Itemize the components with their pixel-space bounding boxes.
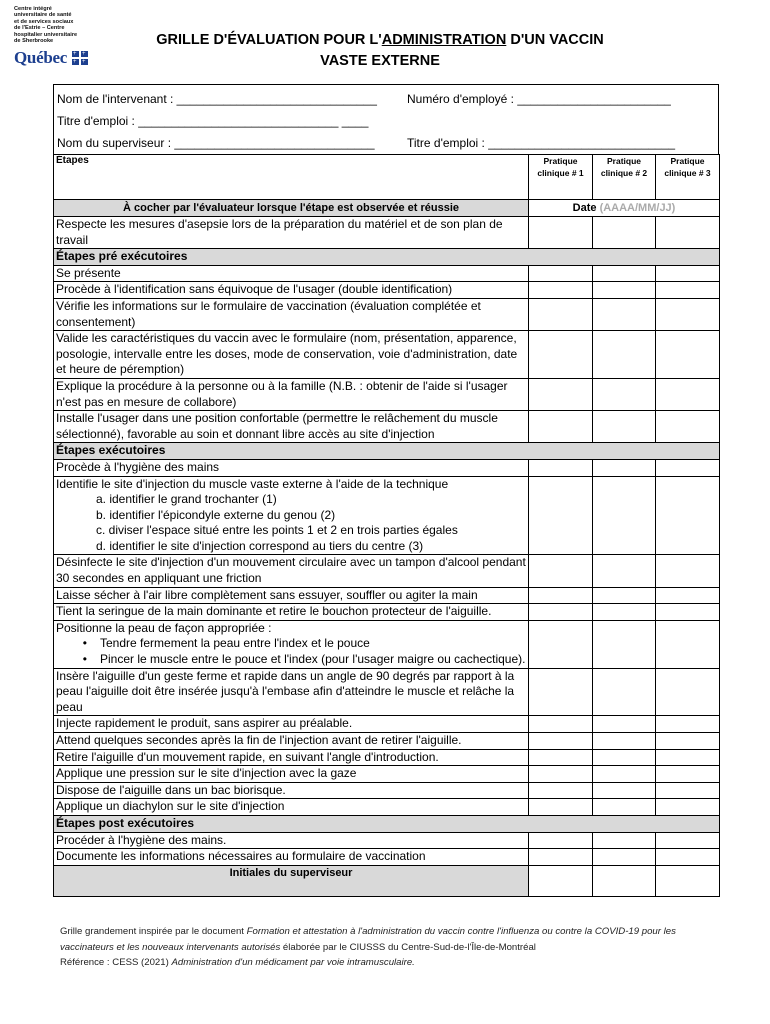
- footer-note: Grille grandement inspirée par le document Formation et attestation à l'administration du vaccin contre l'influenza ou contre la COVID-19 pour les vaccinateurs et les nouveaux intervenants autorisés élaborée par le CIUSSS du Centre-Sud-de-l'Île-de-Montréal Référence : CESS (2021) Administration d'un médicament par voie intramusculaire.: [60, 926, 676, 968]
- check-cell[interactable]: [529, 620, 593, 668]
- check-cell[interactable]: [529, 298, 593, 330]
- table-row: Procède à l'identification sans équivoque de l'usager (double identification): [54, 282, 720, 299]
- check-cell[interactable]: [529, 849, 593, 866]
- check-cell[interactable]: [656, 668, 720, 716]
- check-cell[interactable]: [593, 832, 656, 849]
- check-cell[interactable]: [529, 459, 593, 476]
- check-cell[interactable]: [656, 832, 720, 849]
- check-cell[interactable]: [656, 749, 720, 766]
- employee-number-field[interactable]: Numéro d'employé : _______________________: [407, 92, 671, 106]
- job-title-field[interactable]: Titre d'emploi : ______________________________ ____: [57, 114, 369, 128]
- check-cell[interactable]: [656, 555, 720, 587]
- check-cell[interactable]: [593, 282, 656, 299]
- check-cell[interactable]: [593, 331, 656, 379]
- check-cell[interactable]: [529, 782, 593, 799]
- check-cell[interactable]: [593, 668, 656, 716]
- page-title: GRILLE D'ÉVALUATION POUR L'ADMINISTRATION D'UN VACCIN VASTE EXTERNE: [156, 32, 604, 69]
- initials-cell[interactable]: [656, 865, 720, 896]
- table-row: Identifie le site d'injection du muscle vaste externe à l'aide de la technique a. identifier le grand trochanter (1) b. identifier l'épicondyle externe du genou (2) c. diviser l'espace situé entre les points 1 et 2 en trois parties égales d. identifier le site d'injection correspond au tiers du centre (3): [54, 476, 720, 555]
- table-row: Procède à l'hygiène des mains: [54, 459, 720, 476]
- check-cell[interactable]: [593, 587, 656, 604]
- table-row: Attend quelques secondes après la fin de l'injection avant de retirer l'aiguille.: [54, 733, 720, 750]
- check-cell[interactable]: [529, 378, 593, 410]
- section-header: Étapes pré exécutoires: [54, 249, 720, 266]
- check-cell[interactable]: [656, 604, 720, 621]
- table-row: Insère l'aiguille d'un geste ferme et rapide dans un angle de 90 degrés par rapport à la peau l'aiguille doit être insérée jusqu'à l'embase afin d'atteindre le muscle et relâche la peau: [54, 668, 720, 716]
- table-row: Positionne la peau de façon appropriée : • Tendre fermement la peau entre l'index et le pouce • Pincer le muscle entre le pouce et l'index (pour l'usager maigre ou cachectique).: [54, 620, 720, 668]
- check-cell[interactable]: [529, 749, 593, 766]
- check-cell[interactable]: [529, 282, 593, 299]
- steps-header: Étapes: [54, 155, 529, 200]
- check-cell[interactable]: [593, 766, 656, 783]
- check-cell[interactable]: [656, 378, 720, 410]
- check-cell[interactable]: [593, 217, 656, 249]
- check-cell[interactable]: [593, 378, 656, 410]
- check-cell[interactable]: [593, 782, 656, 799]
- identification-section: [53, 84, 719, 154]
- check-cell[interactable]: [656, 620, 720, 668]
- check-cell[interactable]: [593, 604, 656, 621]
- table-row: Tient la seringue de la main dominante et retire le bouchon protecteur de l'aiguille.: [54, 604, 720, 621]
- check-cell[interactable]: [593, 298, 656, 330]
- check-cell[interactable]: [529, 411, 593, 443]
- check-cell[interactable]: [529, 587, 593, 604]
- check-cell[interactable]: [529, 799, 593, 816]
- check-cell[interactable]: [656, 282, 720, 299]
- initials-row: [54, 865, 720, 896]
- check-cell[interactable]: [593, 799, 656, 816]
- section-header: Étapes exécutoires: [54, 443, 720, 460]
- check-cell[interactable]: [529, 265, 593, 282]
- table-row: Respecte les mesures d'asepsie lors de la préparation du matériel et de son plan de travail: [54, 217, 720, 249]
- check-cell[interactable]: [656, 459, 720, 476]
- check-cell[interactable]: [529, 766, 593, 783]
- check-cell[interactable]: [529, 476, 593, 555]
- practice-2-header: Pratique clinique # 2: [593, 155, 656, 200]
- supervisor-initials-label: Initiales du superviseur: [54, 865, 529, 896]
- ciusss-logo: [14, 6, 124, 68]
- check-cell[interactable]: [593, 555, 656, 587]
- check-cell[interactable]: [593, 411, 656, 443]
- check-cell[interactable]: [593, 265, 656, 282]
- practice-1-header: Pratique clinique # 1: [529, 155, 593, 200]
- check-cell[interactable]: [593, 849, 656, 866]
- check-cell[interactable]: [656, 716, 720, 733]
- check-cell[interactable]: [529, 716, 593, 733]
- date-header: Date (AAAA/MM/JJ): [529, 200, 720, 217]
- table-row: Laisse sécher à l'air libre complètement sans essuyer, souffler ou agiter la main: [54, 587, 720, 604]
- table-row: Vérifie les informations sur le formulaire de vaccination (évaluation complétée et consentement): [54, 298, 720, 330]
- evaluation-form: [53, 84, 719, 897]
- check-cell[interactable]: [656, 733, 720, 750]
- table-row: Installe l'usager dans une position confortable (permettre le relâchement du muscle sélectionné), favorable au soin et donnant libre accès au site d'injection: [54, 411, 720, 443]
- check-cell[interactable]: [593, 620, 656, 668]
- check-cell[interactable]: [529, 555, 593, 587]
- check-cell[interactable]: [656, 849, 720, 866]
- table-row: Injecte rapidement le produit, sans aspirer au préalable.: [54, 716, 720, 733]
- check-cell[interactable]: [529, 604, 593, 621]
- check-cell[interactable]: [656, 587, 720, 604]
- check-cell[interactable]: [529, 733, 593, 750]
- check-cell[interactable]: [656, 766, 720, 783]
- check-cell[interactable]: [529, 331, 593, 379]
- quebec-wordmark: Québec: [14, 48, 67, 68]
- supervisor-job-title-field[interactable]: Titre d'emploi : ____________________________: [407, 136, 676, 150]
- practice-3-header: Pratique clinique # 3: [656, 155, 720, 200]
- check-cell[interactable]: [529, 217, 593, 249]
- check-cell[interactable]: [656, 782, 720, 799]
- check-cell[interactable]: [656, 331, 720, 379]
- check-cell[interactable]: [529, 668, 593, 716]
- table-row: Applique une pression sur le site d'injection avec la gaze: [54, 766, 720, 783]
- initials-cell[interactable]: [593, 865, 656, 896]
- table-row: Valide les caractéristiques du vaccin avec le formulaire (nom, présentation, apparence, posologie, intervalle entre les doses, mode de conservation, voie d'administration, date et heure de péremption): [54, 331, 720, 379]
- evaluation-grid: [53, 154, 720, 897]
- check-cell[interactable]: [593, 749, 656, 766]
- initials-cell[interactable]: [529, 865, 593, 896]
- supervisor-name-field[interactable]: Nom du superviseur : ______________________________: [57, 136, 375, 150]
- check-cell[interactable]: [656, 799, 720, 816]
- check-cell[interactable]: [656, 411, 720, 443]
- check-cell[interactable]: [593, 716, 656, 733]
- check-cell[interactable]: [593, 476, 656, 555]
- table-row: Désinfecte le site d'injection d'un mouvement circulaire avec un tampon d'alcool pendant 30 secondes en appliquant une friction: [54, 555, 720, 587]
- table-row: Dispose de l'aiguille dans un bac biorisque.: [54, 782, 720, 799]
- instruction-banner: À cocher par l'évaluateur lorsque l'étape est observée et réussie: [54, 200, 529, 217]
- check-cell[interactable]: [656, 265, 720, 282]
- table-row: Explique la procédure à la personne ou à la famille (N.B. : obtenir de l'aide si l'usager n'est pas en mesure de collabore): [54, 378, 720, 410]
- check-cell[interactable]: [656, 298, 720, 330]
- organization-name: Centre intégré universitaire de santé et de services sociaux de l'Estrie – Centre hospitalier universitaire de Sherbrooke: [14, 6, 78, 45]
- section-header: Étapes post exécutoires: [54, 815, 720, 832]
- table-row: Applique un diachylon sur le site d'injection: [54, 799, 720, 816]
- check-cell[interactable]: [593, 733, 656, 750]
- check-cell[interactable]: [656, 476, 720, 555]
- table-row: Documente les informations nécessaires au formulaire de vaccination: [54, 849, 720, 866]
- check-cell[interactable]: [656, 217, 720, 249]
- quebec-flag-icon: [72, 51, 88, 65]
- table-row: Se présente: [54, 265, 720, 282]
- check-cell[interactable]: [529, 832, 593, 849]
- table-row: Retire l'aiguille d'un mouvement rapide, en suivant l'angle d'introduction.: [54, 749, 720, 766]
- table-row: Procéder à l'hygiène des mains.: [54, 832, 720, 849]
- check-cell[interactable]: [593, 459, 656, 476]
- intervenant-name-field[interactable]: Nom de l'intervenant : ______________________________: [57, 92, 377, 106]
